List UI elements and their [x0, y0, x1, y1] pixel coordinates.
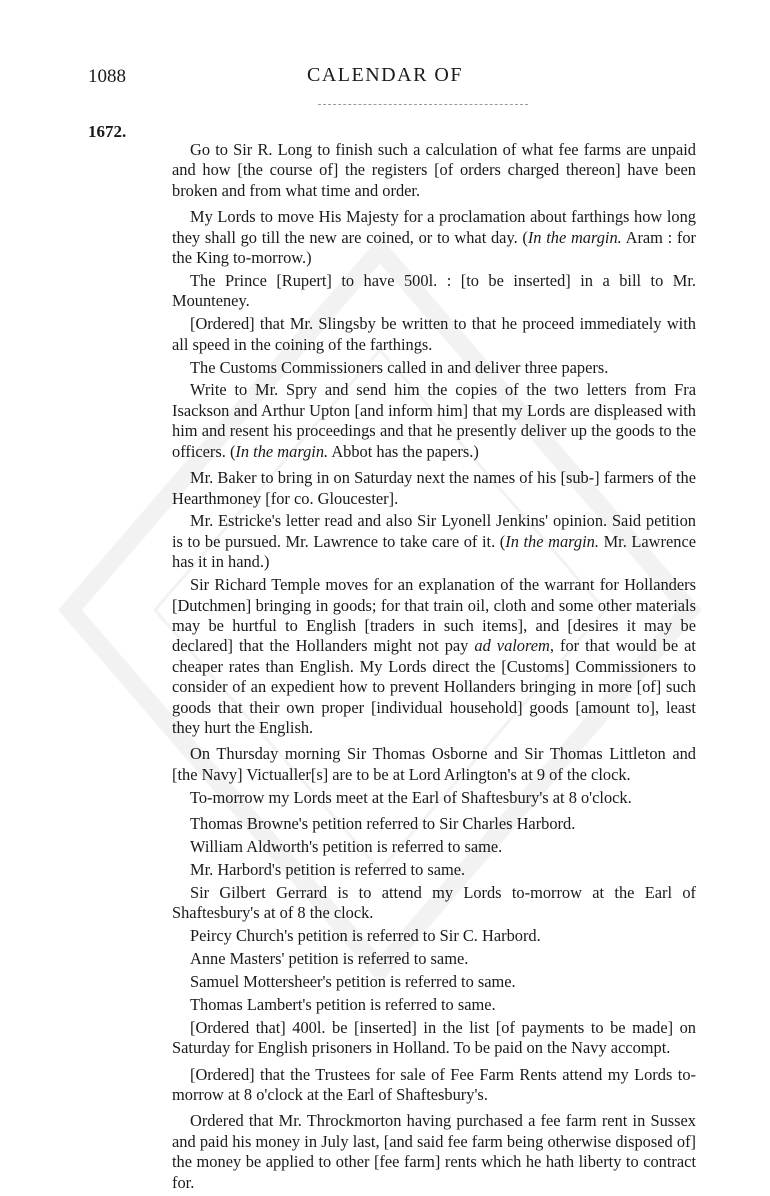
entry-text: [Ordered] that the Trustees for sale of Fee Farm Rents attend my Lords to-morrow at 8 o'clock at the Earl of Shaftesbury's. — [172, 1064, 696, 1104]
entry-text: , for that would be at cheaper rates than English. My Lords direct the [Customs] Commissioners to consider of an expedient how to prevent Hollanders bringing in more [of] such goods that their own proper [individual household] goods [amount to], least they hurt the English. — [172, 636, 696, 737]
entry-text: Ordered that Mr. Throckmorton having purchased a fee farm rent in Sussex and paid his money in July last, [and said fee farm being otherwise disposed of] the money be applied to other [fee farm] rents which he hath liberty to contract for. — [172, 1111, 696, 1192]
entry-text: [Ordered] that Mr. Slingsby be written to that he proceed immediately with all speed in the coining of the farthings. — [172, 314, 696, 354]
entry-paragraph — [172, 926, 696, 946]
entry-text: Thomas Browne's petition referred to Sir Charles Harbord. — [190, 814, 576, 834]
entry-text: Abbot has the papers.) — [328, 441, 479, 461]
running-title: CALENDAR OF — [307, 64, 463, 86]
entry-text: Samuel Mottersheer's petition is referred to same. — [190, 971, 516, 991]
entry-paragraph — [172, 511, 696, 572]
entry-paragraph — [172, 271, 696, 312]
entry-text: Thomas Lambert's petition is referred to same. — [190, 994, 496, 1014]
entry-paragraph — [172, 1018, 696, 1059]
entries-list — [172, 140, 696, 1196]
italic-text: In the margin. — [527, 227, 622, 247]
entry-text: On Thursday morning Sir Thomas Osborne and Sir Thomas Littleton and [the Navy] Victualler[s] are to be at Lord Arlington's at 9 of the clock. — [172, 744, 696, 784]
entry-paragraph — [172, 468, 696, 509]
entry-text: Anne Masters' petition is referred to same. — [190, 949, 469, 969]
entry-text: The Customs Commissioners called in and deliver three papers. — [190, 357, 609, 377]
entry-paragraph — [172, 788, 696, 808]
entry-paragraph — [172, 949, 696, 969]
entry-paragraph — [172, 860, 696, 880]
entry-text: Go to Sir R. Long to finish such a calculation of what fee farms are unpaid and how [the course of] the registers [of orders charged thereon] have been broken and from what time and order. — [172, 140, 696, 200]
entry-text: Sir Gilbert Gerrard is to attend my Lords to-morrow at the Earl of Shaftesbury's at of 8 the clock. — [172, 882, 696, 923]
entry-paragraph — [172, 1065, 696, 1106]
entry-paragraph — [172, 883, 696, 924]
entry-text: [Ordered that] 400l. be [inserted] in the list [of payments to be made] on Saturday for English prisoners in Holland. To be paid on the Navy accompt. — [172, 1017, 696, 1058]
entry-paragraph — [172, 575, 696, 738]
entry-text: Sir Richard Temple moves for an explanation of the warrant for Hollanders [Dutchmen] bringing in goods; for that train oil, cloth and some other materials may be hurtful to English [traders in such items], and [desires it may be declared] that the Hollanders might not pay — [172, 575, 696, 656]
entry-paragraph — [172, 1111, 696, 1193]
entry-text: Mr. Lawrence has it in hand.) — [172, 531, 696, 572]
entry-paragraph — [172, 380, 696, 462]
entry-text: To-morrow my Lords meet at the Earl of Shaftesbury's at 8 o'clock. — [190, 787, 632, 807]
entry-paragraph — [172, 744, 696, 785]
entry-paragraph — [172, 314, 696, 355]
header-rule — [318, 104, 528, 105]
entry-text: Aram : for the King to-morrow.) — [172, 227, 697, 268]
italic-text: ad valorem — [474, 636, 550, 656]
italic-text: In the margin. — [505, 531, 599, 551]
entry-text: Peircy Church's petition is referred to Sir C. Harbord. — [190, 926, 541, 946]
entry-text: The Prince [Rupert] to have 500l. : [to be inserted] in a bill to Mr. Mounteney. — [172, 270, 696, 311]
entry-paragraph — [172, 207, 696, 268]
entry-text: Write to Mr. Spry and send him the copies of the two letters from Fra Isackson and Arthur Upton [and inform him] that my Lords are displeased with him and resent his proceedings and that he presently deliver up the goods to the officers. ( — [172, 380, 696, 461]
entry-paragraph — [172, 972, 696, 992]
entry-paragraph — [172, 140, 696, 201]
entry-paragraph — [172, 814, 696, 834]
entry-text: My Lords to move His Majesty for a proclamation about farthings how long they shall go till the new are coined, or to what day. ( — [172, 207, 696, 247]
year-marginal-note: 1672. — [88, 122, 127, 141]
page-number: 1088 — [88, 66, 126, 87]
italic-text: In the margin. — [235, 441, 329, 461]
entry-text: Mr. Baker to bring in on Saturday next the names of his [sub-] farmers of the Hearthmoney [for co. Gloucester]. — [172, 468, 696, 508]
entry-paragraph — [172, 358, 696, 378]
entry-paragraph — [172, 837, 696, 857]
entry-paragraph — [172, 995, 696, 1015]
entry-text: William Aldworth's petition is referred to same. — [190, 837, 503, 856]
entry-text: Mr. Estricke's letter read and also Sir Lyonell Jenkins' opinion. Said petition is to be pursued. Mr. Lawrence to take care of it. ( — [172, 511, 696, 551]
entry-text: Mr. Harbord's petition is referred to same. — [190, 859, 466, 879]
